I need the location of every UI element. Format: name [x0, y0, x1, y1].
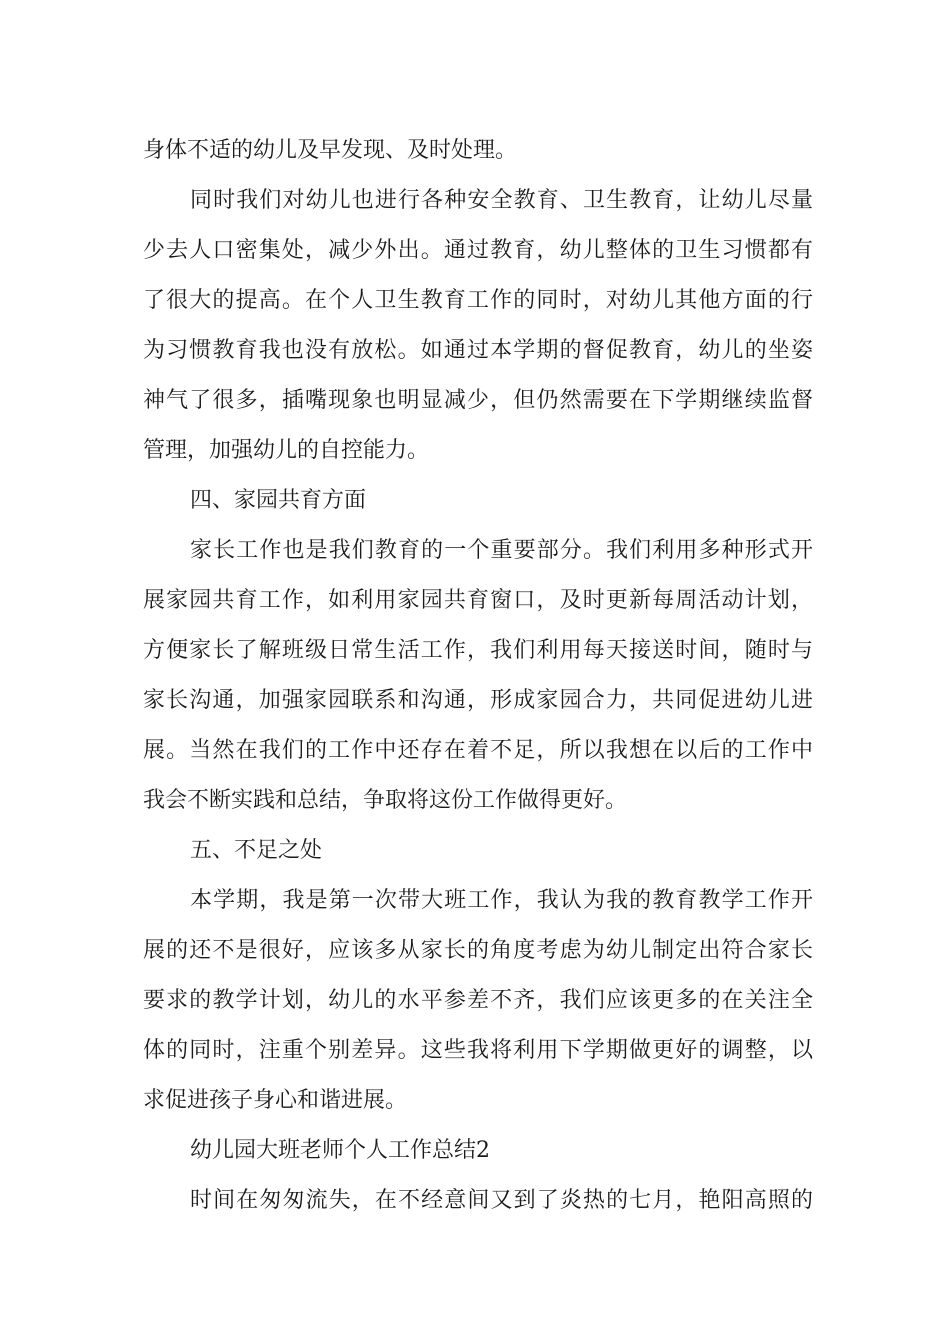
text-line: 同时我们对幼儿也进行各种安全教育、卫生教育，让幼儿尽量 [190, 188, 813, 213]
section-heading: 四、家园共育方面 [190, 488, 367, 513]
text-line: 时间在匆匆流失，在不经意间又到了炎热的七月，艳阳高照的 [190, 1188, 813, 1213]
text-line: 展。当然在我们的工作中还存在着不足，所以我想在以后的工作中 [143, 738, 813, 763]
text-line: 身体不适的幼儿及早发现、及时处理。 [143, 138, 518, 163]
text-line: 神气了很多，插嘴现象也明显减少，但仍然需要在下学期继续监督 [143, 388, 813, 413]
text-line: 我会不断实践和总结，争取将这份工作做得更好。 [143, 788, 628, 813]
text-line: 家长工作也是我们教育的一个重要部分。我们利用多种形式开 [190, 538, 813, 563]
text-line: 方便家长了解班级日常生活工作，我们利用每天接送时间，随时与 [143, 638, 813, 663]
text-line: 为习惯教育我也没有放松。如通过本学期的督促教育，幼儿的坐姿 [143, 338, 813, 363]
text-line: 家长沟通，加强家园联系和沟通，形成家园合力，共同促进幼儿进 [143, 688, 813, 713]
text-line: 展的还不是很好，应该多从家长的角度考虑为幼儿制定出符合家长 [143, 938, 813, 963]
text-line: 求促进孩子身心和谐进展。 [143, 1088, 408, 1113]
text-line: 要求的教学计划，幼儿的水平参差不齐，我们应该更多的在关注全 [143, 988, 813, 1013]
text-line: 本学期，我是第一次带大班工作，我认为我的教育教学工作开 [190, 888, 813, 913]
section-heading: 五、不足之处 [190, 838, 323, 863]
article-title: 幼儿园大班老师个人工作总结2 [190, 1138, 490, 1163]
text-line: 体的同时，注重个别差异。这些我将利用下学期做更好的调整，以 [143, 1038, 813, 1063]
text-line: 管理，加强幼儿的自控能力。 [143, 438, 430, 463]
text-line: 展家园共育工作，如利用家园共育窗口，及时更新每周活动计划， [143, 588, 813, 613]
text-line: 少去人口密集处，减少外出。通过教育，幼儿整体的卫生习惯都有 [143, 238, 813, 263]
text-line: 了很大的提高。在个人卫生教育工作的同时，对幼儿其他方面的行 [143, 288, 813, 313]
